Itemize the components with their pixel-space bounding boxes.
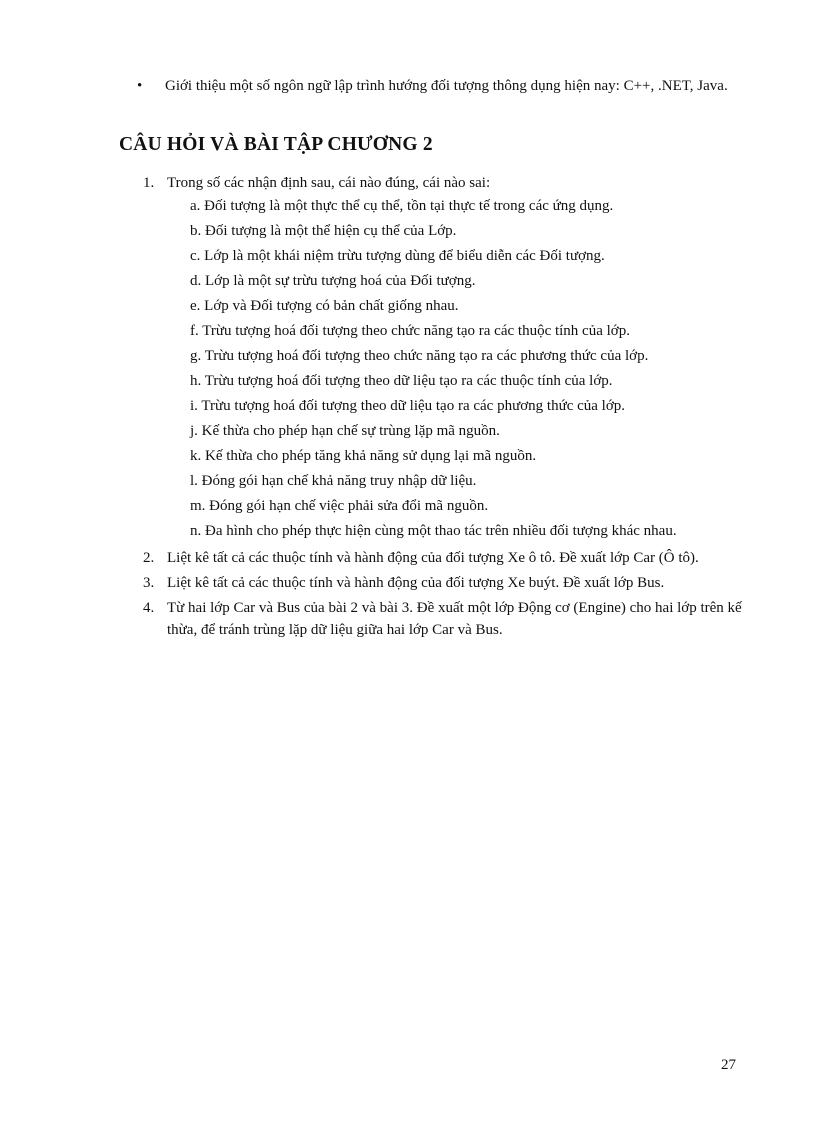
bullet-marker: • — [137, 78, 143, 94]
question-2 — [143, 548, 749, 570]
option-b: b. Đối tượng là một thể hiện cụ thể của Lớp. — [190, 223, 457, 239]
option-f: f. Trừu tượng hoá đối tượng theo chức năng tạo ra các thuộc tính của lớp. — [190, 323, 630, 339]
option-e: e. Lớp và Đối tượng có bản chất giống nhau. — [190, 298, 459, 314]
option-g: g. Trừu tượng hoá đối tượng theo chức năng tạo ra các phương thức của lớp. — [190, 348, 649, 364]
option-d: d. Lớp là một sự trừu tượng hoá của Đối tượng. — [190, 273, 476, 289]
question-number: 1. — [143, 175, 155, 191]
question-number: 4. — [143, 600, 155, 616]
option-h: h. Trừu tượng hoá đối tượng theo dữ liệu tạo ra các thuộc tính của lớp. — [190, 373, 613, 389]
section-heading: CÂU HỎI VÀ BÀI TẬP CHƯƠNG 2 — [119, 134, 433, 155]
option-n: n. Đa hình cho phép thực hiện cùng một thao tác trên nhiều đối tượng khác nhau. — [190, 523, 677, 539]
intro-bullet-text: Giới thiệu một số ngôn ngữ lập trình hướng đối tượng thông dụng hiện nay: C++, .NET, Java. — [165, 78, 728, 94]
question-text: Liệt kê tất cả các thuộc tính và hành động của đối tượng Xe buýt. Đề xuất lớp Bus. — [167, 575, 665, 591]
option-l: l. Đóng gói hạn chế khả năng truy nhập dữ liệu. — [190, 473, 477, 489]
question-4 — [143, 598, 749, 641]
question-3 — [143, 573, 749, 595]
option-c: c. Lớp là một khái niệm trừu tượng dùng để biểu diễn các Đối tượng. — [190, 248, 605, 264]
intro-bullet — [137, 76, 749, 97]
option-k: k. Kế thừa cho phép tăng khả năng sử dụng lại mã nguồn. — [190, 448, 537, 464]
question-text: Từ hai lớp Car và Bus của bài 2 và bài 3. Đề xuất một lớp Động cơ (Engine) cho hai lớp trên kế thừa, để tránh trùng lặp dữ liệu giữa hai lớp Car và Bus. — [167, 600, 742, 638]
option-i: i. Trừu tượng hoá đối tượng theo dữ liệu tạo ra các phương thức của lớp. — [190, 398, 626, 414]
question-number: 3. — [143, 575, 155, 591]
question-number: 2. — [143, 550, 155, 566]
question-text: Liệt kê tất cả các thuộc tính và hành động của đối tượng Xe ô tô. Đề xuất lớp Car (Ô tô). — [167, 550, 699, 566]
option-m: m. Đóng gói hạn chế việc phải sửa đổi mã nguồn. — [190, 498, 489, 514]
page-number: 27 — [721, 1057, 736, 1073]
option-a: a. Đối tượng là một thực thể cụ thể, tồn tại thực tế trong các ứng dụng. — [190, 198, 614, 214]
option-j: j. Kế thừa cho phép hạn chế sự trùng lặp mã nguồn. — [190, 423, 500, 439]
question-1 — [143, 173, 749, 195]
question-text: Trong số các nhận định sau, cái nào đúng, cái nào sai: — [167, 175, 491, 191]
